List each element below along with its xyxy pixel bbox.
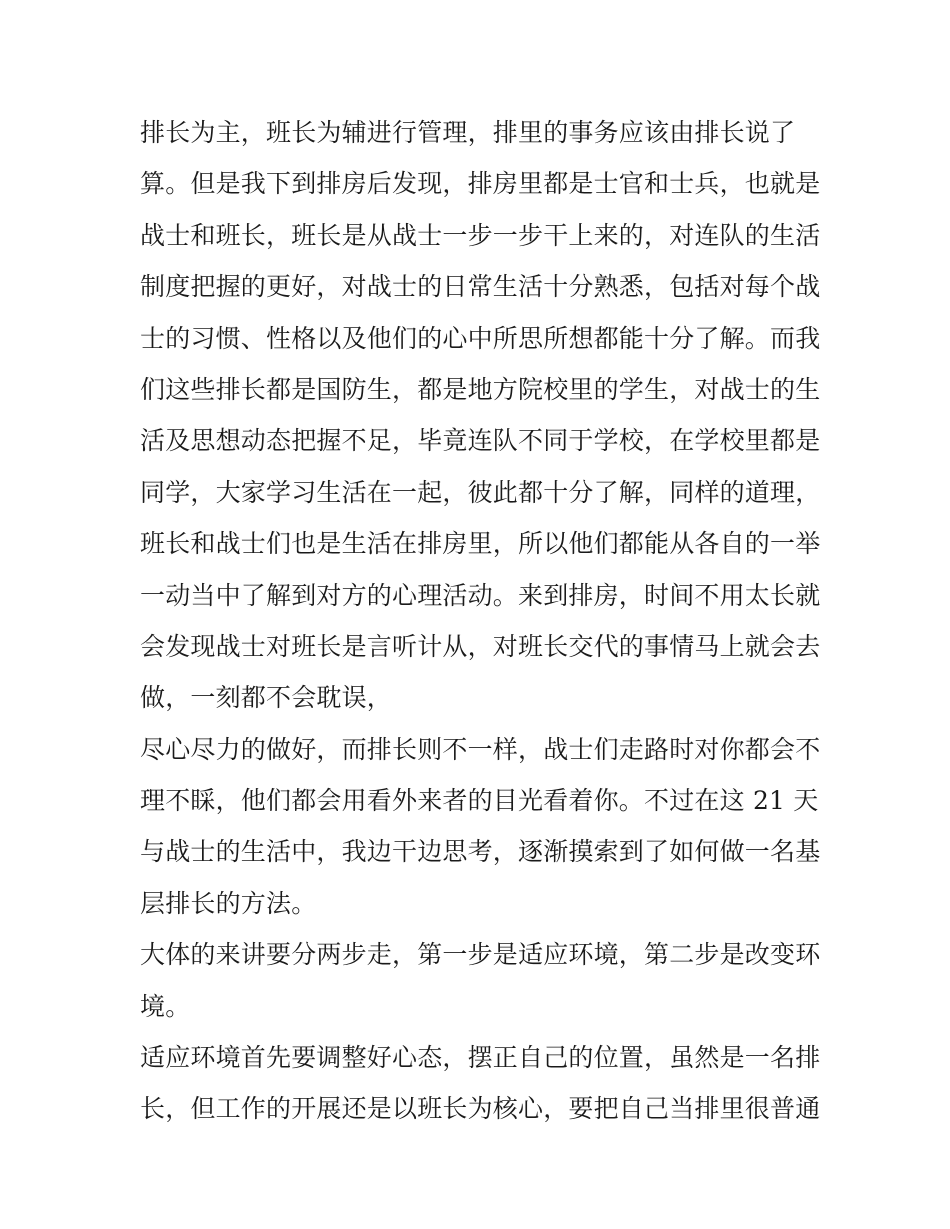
text-line: 适应环境首先要调整好心态，摆正自己的位置，虽然是一名排 (140, 1043, 821, 1073)
text-line: 士的习惯、性格以及他们的心中所思所想都能十分了解。而我 (140, 323, 821, 353)
text-line: 理不睬，他们都会用看外来者的目光看着你。不过在这 21 天 (140, 786, 819, 816)
text-line: 与战士的生活中，我边干边思考，逐渐摸索到了如何做一名基 (140, 837, 821, 867)
text-line: 战士和班长，班长是从战士一步一步干上来的，对连队的生活 (140, 220, 821, 250)
text-line: 同学，大家学习生活在一起，彼此都十分了解，同样的道理， (140, 477, 821, 507)
text-line: 算。但是我下到排房后发现，排房里都是士官和士兵，也就是 (140, 169, 821, 199)
text-line: 班长和战士们也是生活在排房里，所以他们都能从各自的一举 (140, 529, 821, 559)
text-line: 们这些排长都是国防生，都是地方院校里的学生，对战士的生 (140, 374, 821, 404)
body-text (140, 107, 820, 1135)
text-line: 层排长的方法。 (140, 888, 317, 918)
text-line: 境。 (140, 991, 191, 1021)
text-line: 长，但工作的开展还是以班长为核心，要把自己当排里很普通 (140, 1094, 821, 1124)
text-line: 一动当中了解到对方的心理活动。来到排房，时间不用太长就 (140, 580, 821, 610)
text-line: 做，一刻都不会耽误， (140, 683, 393, 713)
text-line: 尽心尽力的做好，而排长则不一样，战士们走路时对你都会不 (140, 734, 821, 764)
text-line: 制度把握的更好，对战士的日常生活十分熟悉，包括对每个战 (140, 272, 821, 302)
text-line: 活及思想动态把握不足，毕竟连队不同于学校，在学校里都是 (140, 426, 821, 456)
text-line: 排长为主，班长为辅进行管理，排里的事务应该由排长说了 (140, 118, 796, 147)
text-line: 会发现战士对班长是言听计从，对班长交代的事情马上就会去 (140, 631, 821, 661)
text-line: 大体的来讲要分两步走，第一步是适应环境，第二步是改变环 (140, 940, 821, 970)
